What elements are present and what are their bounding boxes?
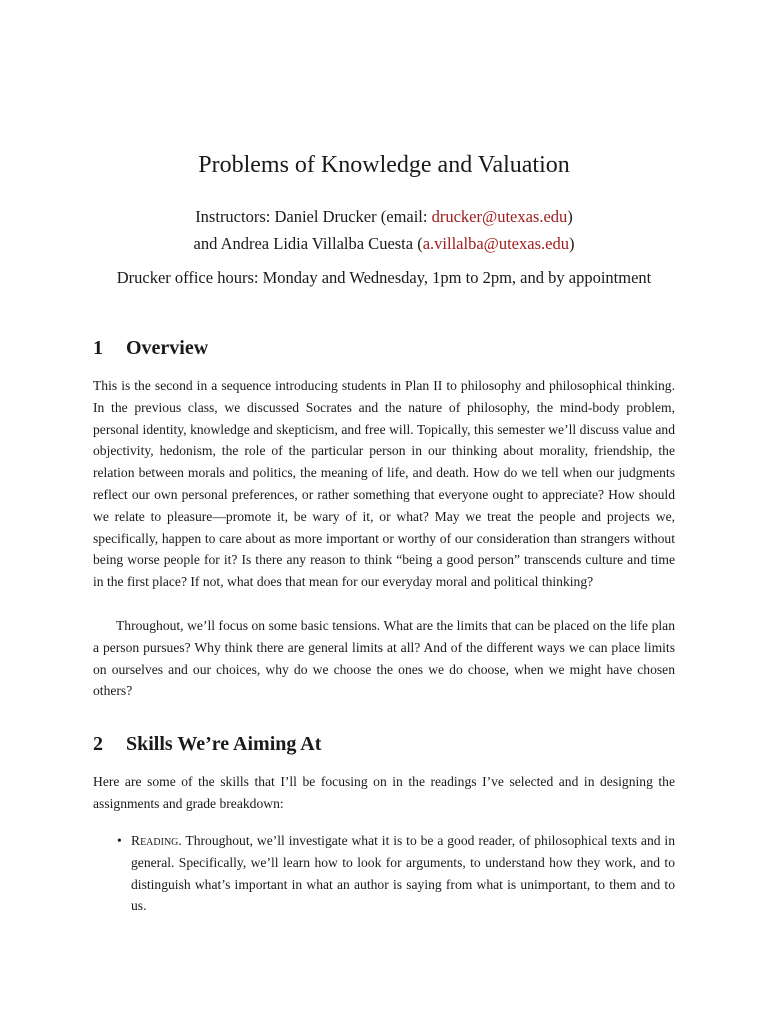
office-hours: Drucker office hours: Monday and Wednesday, 1pm to 2pm, and by appointment bbox=[116, 268, 652, 287]
skills-list bbox=[93, 830, 675, 917]
skill-label: Reading. bbox=[131, 833, 182, 848]
overview-paragraph-1: This is the second in a sequence introducing students in Plan II to philosophy and philosophical thinking. In the previous class, we discussed Socrates and the nature of philosophy, the mind-body problem, personal identity, knowledge and skepticism, and free will. Topically, this semester we’ll discuss value and objectivity, hedonism, the role of the particular person in our thinking about morality, friendship, the relation between morals and politics, the meaning of life, and death. How do we tell when our judgments reflect our own personal preferences, or rather something that everyone ought to appreciate? How should we relate to pleasure—promote it, be wary of it, or what? May we treat the people and projects we, specifically, happen to care about as more important or worthy of our consideration than strangers without being worse people for it? Is there any reason to think “being a good person” transcends culture and time in the first place? If not, what does that mean for our everyday moral and political thinking? bbox=[93, 378, 675, 590]
document-title: Problems of Knowledge and Valuation bbox=[198, 152, 570, 178]
section-title: Skills We’re Aiming At bbox=[126, 733, 322, 755]
instructors-line-2-suffix: ) bbox=[568, 234, 575, 253]
skills-intro-paragraph: Here are some of the skills that I’ll be focusing on in the readings I’ve selected and in designing the assignments and grade breakdown: bbox=[93, 774, 675, 811]
list-item bbox=[93, 830, 675, 917]
section-number: 2 bbox=[93, 733, 103, 755]
instructors-line-1-suffix: ) bbox=[567, 207, 573, 226]
section-title: Overview bbox=[126, 337, 209, 359]
section-heading-overview bbox=[93, 336, 208, 360]
instructors-block bbox=[0, 203, 768, 257]
section-number: 1 bbox=[93, 337, 103, 359]
instructor-2-email-link[interactable]: a.villalba@utexas.edu bbox=[422, 234, 569, 253]
instructors-line-2 bbox=[0, 230, 768, 257]
bullet-icon: • bbox=[117, 833, 122, 848]
instructor-1-email-link[interactable]: drucker@utexas.edu bbox=[431, 207, 568, 226]
overview-paragraph-2: Throughout, we’ll focus on some basic tensions. What are the limits that can be placed on the life plan a person pursues? Why think there are general limits at all? And of the different ways we can place limits on ourselves and our choices, why do we choose the ones we do choose, when we might have chosen others? bbox=[93, 618, 675, 699]
skill-text: Throughout, we’ll investigate what it is to be a good reader, of philosophical texts and in general. Specifically, we’ll learn how to look for arguments, to understand how they work, and to distinguish what’s important in what an author is saying from what is unimportant, to them and to us. bbox=[131, 833, 675, 914]
instructors-line-1-prefix: Instructors: Daniel Drucker (email: bbox=[195, 207, 432, 226]
section-heading-skills bbox=[93, 732, 321, 756]
instructors-line-1 bbox=[0, 203, 768, 230]
instructors-line-2-prefix: and Andrea Lidia Villalba Cuesta ( bbox=[193, 234, 423, 253]
